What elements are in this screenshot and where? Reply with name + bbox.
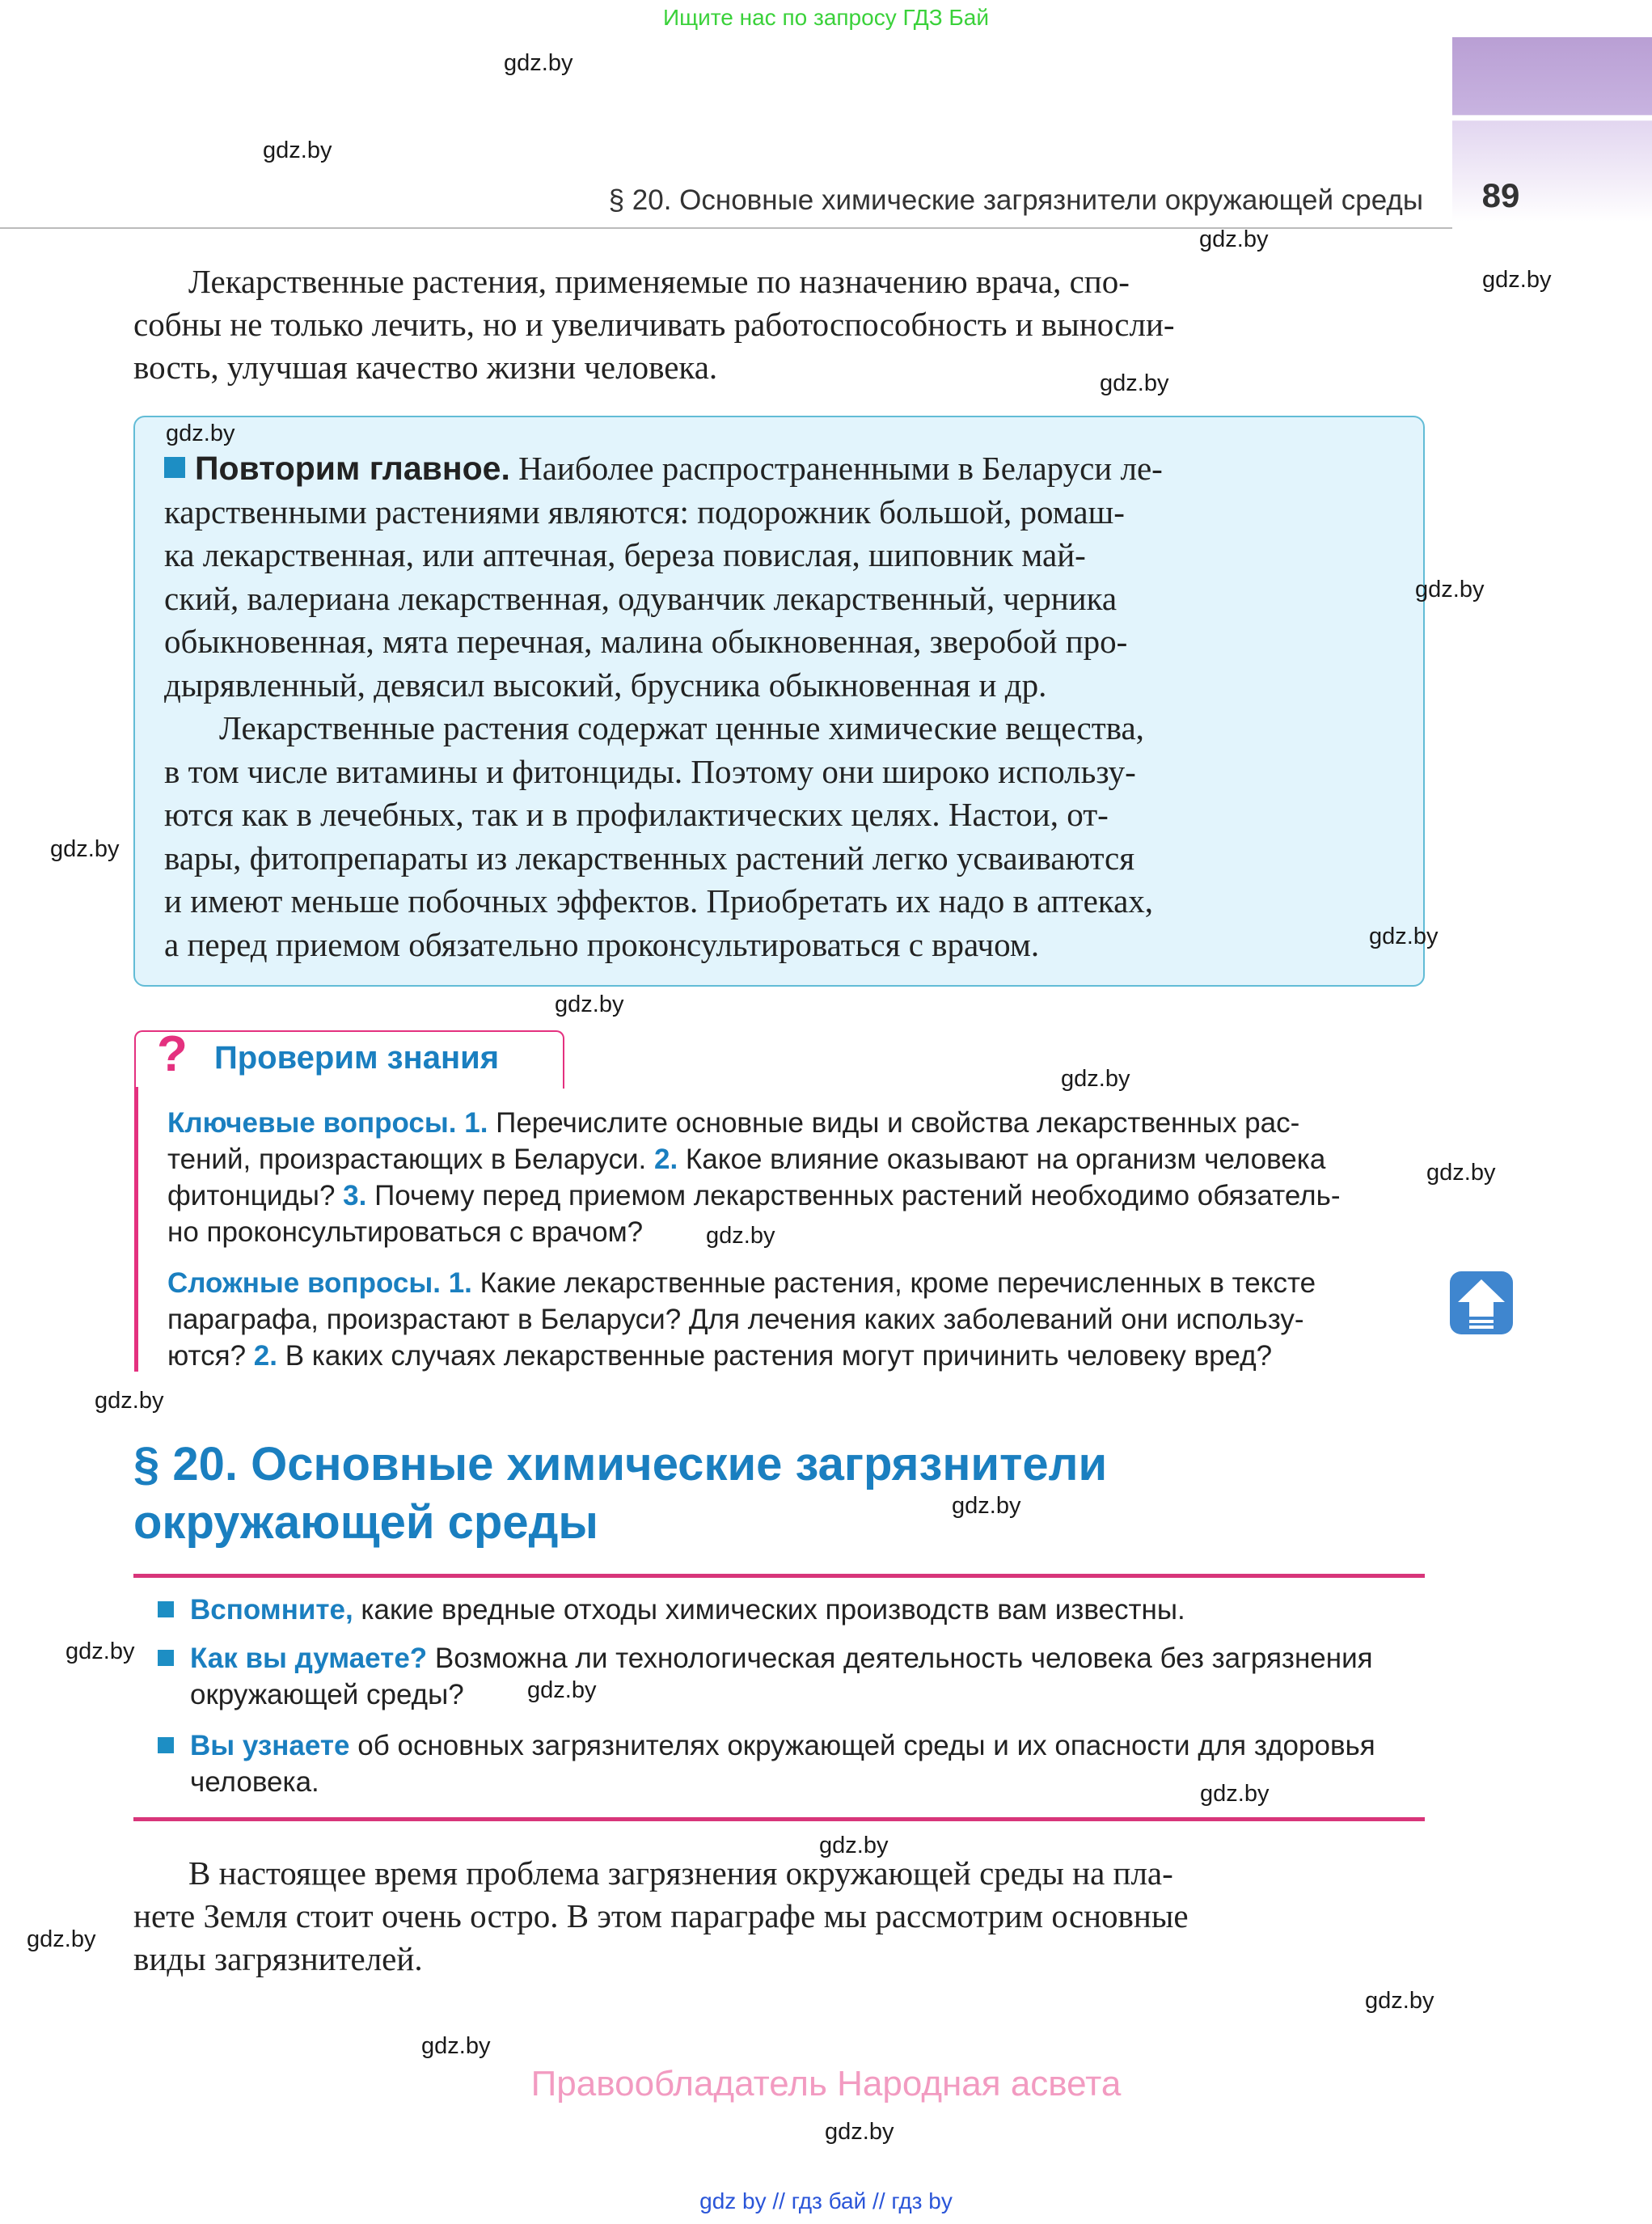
summary-line: и имеют меньше побочных эффектов. Приобретать их надо в аптеках, — [164, 882, 1154, 920]
prompts-top-rule — [133, 1574, 1425, 1578]
body-paragraph — [133, 1852, 1425, 1981]
square-bullet-icon — [158, 1601, 174, 1617]
check-knowledge-title: Проверим знания — [214, 1040, 500, 1076]
watermark: gdz.by — [952, 1493, 1021, 1519]
footer-links[interactable]: gdz by // гдз бай // гдз by — [699, 2188, 953, 2213]
summary-line: ка лекарственная, или аптечная, береза повислая, шиповник май- — [164, 536, 1086, 573]
summary-line: а перед приемом обязательно проконсультироваться с врачом. — [164, 925, 1040, 963]
square-bullet-icon — [158, 1650, 174, 1666]
watermark: gdz.by — [27, 1926, 96, 1952]
hard-questions — [167, 1265, 1425, 1374]
watermark: gdz.by — [527, 1677, 597, 1703]
summary-line: ются как в лечебных, так и в профилактических целях. Настои, от- — [164, 796, 1109, 833]
intro-line: вость, улучшая качество жизни человека. — [133, 349, 718, 386]
watermark: gdz.by — [1369, 924, 1439, 949]
watermark: gdz.by — [421, 2033, 491, 2059]
watermark: gdz.by — [65, 1638, 135, 1664]
summary-line: дырявленный, девясил высокий, брусника обыкновенная и др. — [164, 666, 1047, 704]
watermark: gdz.by — [1100, 370, 1169, 396]
question-line: Сложные вопросы. 1. Какие лекарственные растения, кроме перечисленных в тексте — [167, 1267, 1316, 1299]
question-line: ются? 2. В каких случаях лекарственные растения могут причинить человеку вред? — [167, 1340, 1273, 1372]
body-line: В настоящее время проблема загрязнения окружающей среды на пла- — [188, 1854, 1173, 1892]
watermark: gdz.by — [263, 137, 332, 163]
up-arrow-icon[interactable] — [1448, 1270, 1515, 1336]
running-head: § 20. Основные химические загрязнители окружающей среды — [608, 184, 1423, 216]
summary-line: Повторим главное. Наиболее распространенными в Беларуси ле- — [164, 447, 1392, 491]
watermark: gdz.by — [1415, 577, 1485, 603]
prompt-recall: Вспомните, какие вредные отходы химических производств вам известны. — [158, 1592, 1425, 1628]
summary-line: обыкновенная, мята перечная, малина обыкновенная, зверобой про- — [164, 623, 1128, 660]
question-line: параграфа, произрастают в Беларуси? Для лечения каких заболеваний они использу- — [167, 1304, 1304, 1335]
summary-line: ский, валериана лекарственная, одуванчик лекарственный, черника — [164, 579, 1118, 617]
key-questions — [167, 1105, 1425, 1250]
prompt-learn: Вы узнаете об основных загрязнителях окружающей среды и их опасности для здоровья человека. — [158, 1727, 1425, 1800]
question-line: но проконсультироваться с врачом? — [167, 1216, 644, 1248]
body-line: виды загрязнителей. — [133, 1940, 423, 1977]
watermark: gdz.by — [1482, 267, 1552, 293]
prompt-think: Как вы думаете? Возможна ли технологическая деятельность человека без загрязнения окружающей среды? — [158, 1640, 1425, 1713]
watermark: gdz.by — [1426, 1160, 1496, 1186]
summary-line: карственными растениями являются: подорожник большой, ромаш- — [164, 493, 1125, 531]
question-mark-icon: ? — [157, 1026, 188, 1082]
watermark: gdz.by — [1199, 226, 1269, 252]
summary-line: в том числе витамины и фитонциды. Поэтому они широко использу- — [164, 752, 1136, 790]
watermark: gdz.by — [1365, 1988, 1434, 2014]
watermark: gdz.by — [825, 2119, 894, 2145]
intro-paragraph — [133, 260, 1425, 389]
watermark: gdz.by — [504, 50, 573, 76]
page-number: 89 — [1481, 176, 1520, 214]
watermark: gdz.by — [166, 421, 235, 446]
section-title-line: окружающей среды — [133, 1496, 598, 1549]
watermark: gdz.by — [819, 1833, 889, 1858]
section-title-line: § 20. Основные химические загрязнители — [133, 1438, 1108, 1490]
copyright-notice: Правообладатель Народная асвета — [530, 2064, 1122, 2103]
watermark: gdz.by — [95, 1388, 164, 1414]
square-bullet-icon — [164, 457, 185, 478]
question-line: тений, произрастающих в Беларуси. 2. Какое влияние оказывают на организм человека — [167, 1144, 1326, 1175]
check-knowledge-bar — [134, 1087, 138, 1372]
section-title — [133, 1435, 1346, 1552]
question-line: Ключевые вопросы. 1. Перечислите основные виды и свойства лекарственных рас- — [167, 1107, 1300, 1139]
intro-line: собны не только лечить, но и увеличивать работоспособность и выносли- — [133, 306, 1175, 343]
top-promo-link[interactable]: Ищите нас по запросу ГДЗ Бай — [662, 5, 990, 30]
question-line: фитонциды? 3. Почему перед приемом лекарственных растений необходимо обязатель- — [167, 1180, 1341, 1211]
summary-lead: Повторим главное. — [195, 450, 510, 487]
summary-text — [164, 447, 1392, 966]
summary-line: Лекарственные растения содержат ценные химические вещества, — [219, 709, 1144, 746]
square-bullet-icon — [158, 1737, 174, 1753]
watermark: gdz.by — [1061, 1066, 1130, 1092]
prompts-bottom-rule — [133, 1817, 1425, 1821]
watermark: gdz.by — [50, 836, 120, 862]
summary-line: вары, фитопрепараты из лекарственных растений легко усваиваются — [164, 839, 1135, 877]
watermark: gdz.by — [706, 1223, 775, 1249]
watermark: gdz.by — [555, 991, 624, 1017]
watermark: gdz.by — [1200, 1781, 1270, 1807]
body-line: нете Земля стоит очень остро. В этом параграфе мы рассмотрим основные — [133, 1897, 1189, 1934]
intro-line: Лекарственные растения, применяемые по назначению врача, спо- — [188, 263, 1130, 300]
